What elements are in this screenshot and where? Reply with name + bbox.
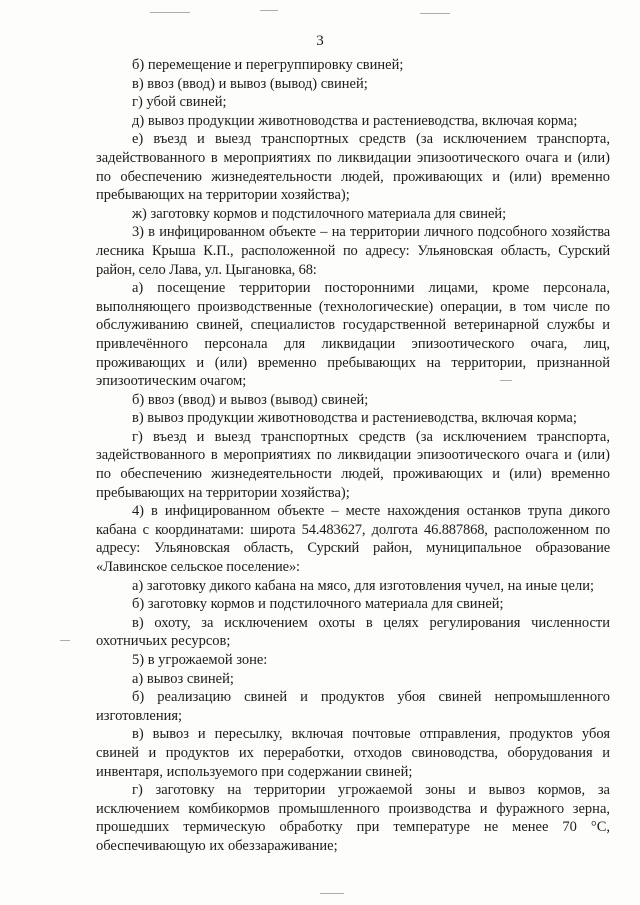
paragraph: г) заготовку на территории угрожаемой зоны и вывоз кормов, за исключением комбикормов промышленного производства и фуражного зерна, прошедших термическую обработку при температуре не менее 70 °С, обеспечивающую их обеззараживание; [96,782,610,854]
page-number: 3 [316,33,324,49]
paragraph: в) вывоз и пересылку, включая почтовые отправления, продуктов убоя свиней и продуктов их переработки, отходов свиноводства, оборудования и инвентаря, используемого при содержании свиней; [96,726,610,780]
scan-speck [260,10,278,11]
paragraph: ж) заготовку кормов и подстилочного материала для свиней; [132,205,507,222]
scan-speck [420,13,450,14]
document-body [96,56,610,856]
paragraph: в) ввоз (ввод) и вывоз (вывод) свиней; [132,75,368,92]
paragraph: 5) в угрожаемой зоне: [132,652,268,668]
scan-speck [150,12,190,13]
paragraph: в) охоту, за исключением охоты в целях регулирования численности охотничьих ресурсов; [96,614,610,650]
scan-speck [60,640,70,641]
scan-speck [500,380,512,381]
paragraph: б) перемещение и перегруппировку свиней; [132,57,404,73]
paragraph: г) убой свиней; [132,94,227,111]
paragraph: а) заготовку дикого кабана на мясо, для изготовления чучел, на иные цели; [132,577,595,594]
paragraph: б) заготовку кормов и подстилочного материала для свиней; [132,596,504,613]
paragraph: б) реализацию свиней и продуктов убоя свиней непромышленного изготовления; [96,689,610,724]
paragraph: г) въезд и выезд транспортных средств (за исключением транспорта, задействованного в мероприятиях по ликвидации эпизоотического очага и (или) по обеспечению жизнедеятельности людей, проживающих и (или) временно пребывающих на территории хозяйства); [96,428,610,501]
paragraph: 4) в инфицированном объекте – месте нахождения останков трупа дикого кабана с координатами: широта 54.483627, долгота 46.887868, расположенном по адресу: Ульяновская область, Сурский район, муниципальное образование «Лавинское сельское поселение»: [96,503,610,576]
paragraph: е) въезд и выезд транспортных средств (за исключением транспорта, задействованного в мероприятиях по ликвидации эпизоотического очага и (или) по обеспечению жизнедеятельности людей, проживающих и (или) временно пребывающих на территории хозяйства); [96,131,610,204]
paragraph: б) ввоз (ввод) и вывоз (вывод) свиней; [132,391,369,408]
paragraph: в) вывоз продукции животноводства и растениеводства, включая корма; [132,410,577,427]
scan-speck [320,893,344,894]
paragraph: а) вывоз свиней; [132,670,234,687]
paragraph: д) вывоз продукции животноводства и растениеводства, включая корма; [132,112,578,129]
paragraph: 3) в инфицированном объекте – на территории личного подсобного хозяйства лесника Крыша К.П., расположенной по адресу: Ульяновская область, Сурский район, село Лава, ул. Цыгановка, 68: [96,224,610,278]
paragraph: а) посещение территории посторонними лицами, кроме персонала, выполняющего производственные (технологические) операции, в том числе по обслуживанию свиней, специалистов государственной ветеринарной службы и привлечённого персонала для ликвидации эпизоотического очага, лиц, проживающих и (или) временно пребывающих на территории, признанной эпизоотическим очагом; [96,280,610,390]
